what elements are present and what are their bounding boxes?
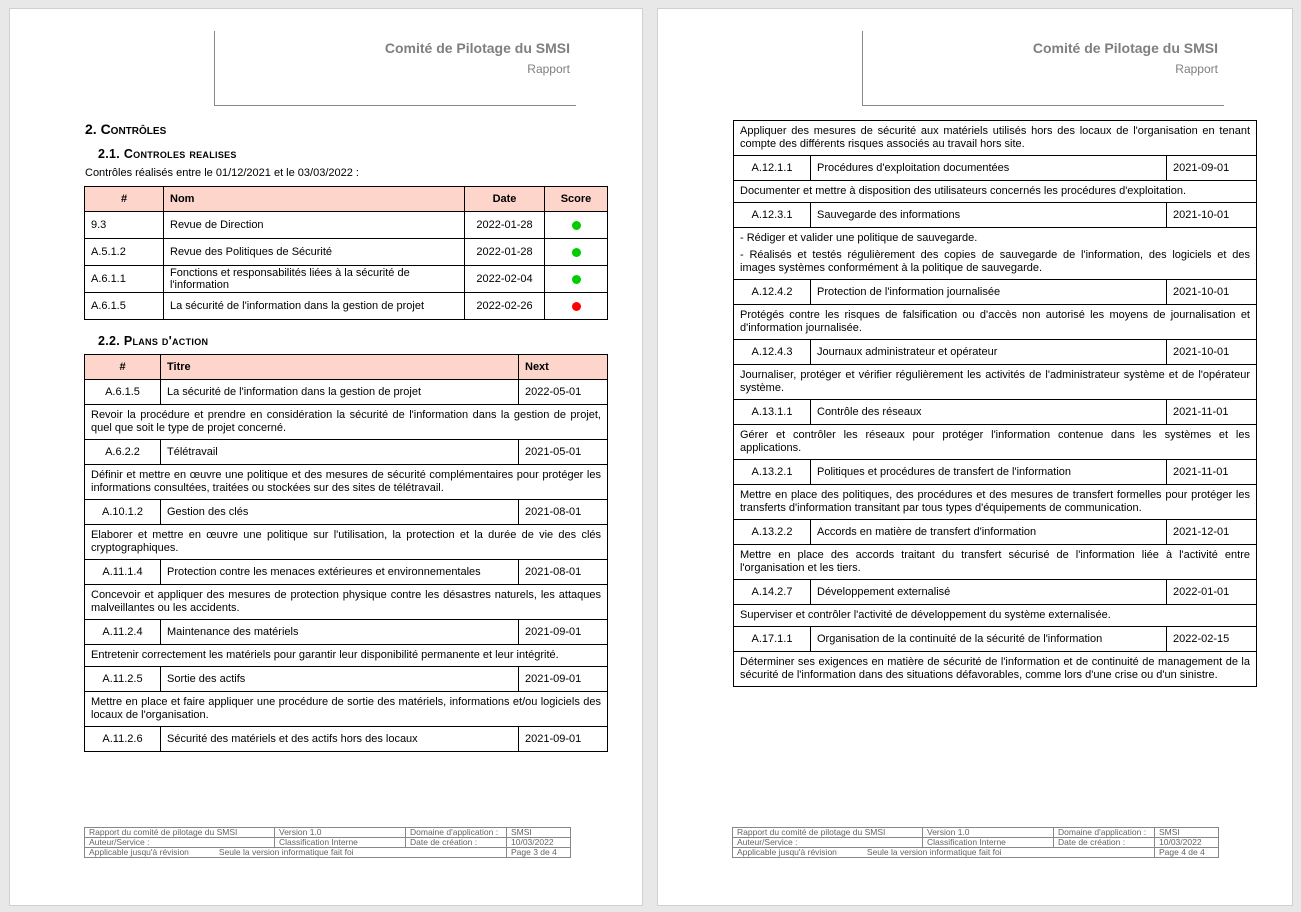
page-footer (732, 827, 1219, 858)
footer-cell: Classification Interne (923, 838, 1054, 848)
controls-intro: Contrôles réalisés entre le 01/12/2021 et le 03/03/2022 : (85, 167, 359, 179)
plan-row (734, 340, 1257, 365)
description-line: Concevoir et appliquer des mesures de protection physique contre les désastres naturels, les attaques malveillantes ou les accidents. (91, 589, 601, 614)
score-dot-icon (572, 221, 581, 230)
col-header-id: # (85, 187, 164, 212)
plan-title: Sauvegarde des informations (811, 203, 1167, 228)
plan-next-date: 2021-08-01 (519, 560, 608, 585)
description-line: Superviser et contrôler l'activité de développement du système externalisée. (740, 609, 1111, 621)
plan-next-date: 2021-05-01 (519, 440, 608, 465)
plan-description (734, 305, 1257, 340)
plan-description-row (734, 228, 1257, 280)
plan-description (734, 485, 1257, 520)
plan-title: Procédures d'exploitation documentées (811, 156, 1167, 181)
description-line: Appliquer des mesures de sécurité aux matériels utilisés hors des locaux de l'organisation en tenant compte des différents risques associés au travail hors site. (740, 125, 1250, 150)
plan-description (734, 121, 1257, 156)
page-header (862, 31, 1224, 106)
plan-title: Maintenance des matériels (161, 620, 519, 645)
description-line: Définir et mettre en œuvre une politique et des mesures de sécurité complémentaires pour protéger les informations consultées, traitées ou stockées sur des sites de télétravail. (91, 469, 601, 494)
control-date: 2022-02-26 (465, 293, 545, 320)
col-header-next: Next (519, 355, 608, 380)
footer-page-number: Page 4 de 4 (1155, 848, 1219, 858)
plan-next-date: 2021-11-01 (1167, 400, 1257, 425)
plan-row (85, 440, 608, 465)
plan-description (734, 605, 1257, 627)
table-row (85, 266, 608, 293)
plan-row (85, 727, 608, 752)
header-subtitle: Rapport (527, 62, 570, 76)
plan-next-date: 2021-11-01 (1167, 460, 1257, 485)
plan-title: Sécurité des matériels et des actifs hors des locaux (161, 727, 519, 752)
plan-description (85, 525, 608, 560)
footer-row (85, 838, 571, 848)
col-header-name: Nom (164, 187, 465, 212)
control-name: La sécurité de l'information dans la gestion de projet (164, 293, 465, 320)
plan-next-date: 2021-10-01 (1167, 280, 1257, 305)
plan-description (85, 585, 608, 620)
plan-row (734, 520, 1257, 545)
control-score (545, 239, 608, 266)
plan-title: Organisation de la continuité de la sécurité de l'information (811, 627, 1167, 652)
plan-description-row (85, 645, 608, 667)
section-title: 2. Contrôles (85, 121, 167, 137)
control-date: 2022-01-28 (465, 212, 545, 239)
footer-cell: 10/03/2022 (1155, 838, 1219, 848)
plan-row (85, 667, 608, 692)
plan-title: Développement externalisé (811, 580, 1167, 605)
control-date: 2022-01-28 (465, 239, 545, 266)
plan-id: A.13.2.2 (734, 520, 811, 545)
control-name: Revue de Direction (164, 212, 465, 239)
description-line: Entretenir correctement les matériels pour garantir leur disponibilité permanente et leur intégrité. (91, 649, 559, 661)
plan-next-date: 2021-09-01 (519, 727, 608, 752)
plan-title: Protection contre les menaces extérieures et environnementales (161, 560, 519, 585)
plan-description (85, 465, 608, 500)
plan-description-row (734, 425, 1257, 460)
plan-title: Sortie des actifs (161, 667, 519, 692)
plan-row (734, 580, 1257, 605)
plan-description-row (734, 652, 1257, 687)
footer-cell: Domaine d'application : (1054, 828, 1155, 838)
header-subtitle: Rapport (1175, 62, 1218, 76)
plan-row (85, 380, 608, 405)
description-line: Revoir la procédure et prendre en considération la sécurité de l'information dans la gestion de projet, quel que soit le type de projet concerné. (91, 409, 601, 434)
control-score (545, 212, 608, 239)
plan-next-date: 2021-09-01 (519, 667, 608, 692)
plan-row (85, 500, 608, 525)
plan-id: A.17.1.1 (734, 627, 811, 652)
footer-cell: Date de création : (406, 838, 507, 848)
description-line: Documenter et mettre à disposition des utilisateurs concernés les procédures d'exploitation. (740, 185, 1186, 197)
plan-next-date: 2021-10-01 (1167, 203, 1257, 228)
control-name: Fonctions et responsabilités liées à la sécurité de l'information (164, 266, 465, 293)
plan-description (734, 365, 1257, 400)
plan-next-date: 2021-12-01 (1167, 520, 1257, 545)
plan-description-row (85, 585, 608, 620)
page-header (214, 31, 576, 106)
plan-id: A.6.1.5 (85, 380, 161, 405)
controls-table (84, 186, 608, 320)
control-id: 9.3 (85, 212, 164, 239)
plan-description-row (85, 465, 608, 500)
footer-cell: Version 1.0 (275, 828, 406, 838)
footer-cell: SMSI (507, 828, 571, 838)
plan-next-date: 2021-09-01 (519, 620, 608, 645)
header-title: Comité de Pilotage du SMSI (384, 40, 570, 56)
plan-next-date: 2021-09-01 (1167, 156, 1257, 181)
footer-applicable: Applicable jusqu'à révision (737, 847, 837, 857)
plan-next-date: 2022-02-15 (1167, 627, 1257, 652)
plan-next-date: 2021-10-01 (1167, 340, 1257, 365)
plan-row (85, 560, 608, 585)
page-4 (657, 8, 1293, 906)
plan-description-row (734, 545, 1257, 580)
plan-title: Politiques et procédures de transfert de l'information (811, 460, 1167, 485)
plan-description-row (734, 365, 1257, 400)
action-plans-table-continued (733, 120, 1257, 687)
plan-description-row (85, 692, 608, 727)
header-title: Comité de Pilotage du SMSI (1032, 40, 1218, 56)
plan-id: A.13.1.1 (734, 400, 811, 425)
control-id: A.6.1.1 (85, 266, 164, 293)
plan-description (85, 645, 608, 667)
plan-description-row (734, 121, 1257, 156)
plan-id: A.12.4.3 (734, 340, 811, 365)
score-dot-icon (572, 248, 581, 257)
plan-id: A.11.2.6 (85, 727, 161, 752)
plan-id: A.11.2.5 (85, 667, 161, 692)
action-plans-table (84, 354, 608, 752)
control-id: A.5.1.2 (85, 239, 164, 266)
plan-title: Protection de l'information journalisée (811, 280, 1167, 305)
footer-row (733, 838, 1219, 848)
control-name: Revue des Politiques de Sécurité (164, 239, 465, 266)
plan-id: A.12.3.1 (734, 203, 811, 228)
control-score (545, 266, 608, 293)
description-line: Elaborer et mettre en œuvre une politique sur l'utilisation, la protection et la durée de vie des clés cryptographiques. (91, 529, 601, 554)
plan-description (734, 228, 1257, 280)
col-header-title: Titre (161, 355, 519, 380)
plan-description-row (734, 305, 1257, 340)
plan-description-row (734, 485, 1257, 520)
plan-id: A.6.2.2 (85, 440, 161, 465)
footer-row (733, 828, 1219, 838)
plan-description (734, 545, 1257, 580)
table-row (85, 293, 608, 320)
plan-next-date: 2022-01-01 (1167, 580, 1257, 605)
plan-description (734, 181, 1257, 203)
plan-title: Contrôle des réseaux (811, 400, 1167, 425)
footer-cell: Auteur/Service : (85, 838, 275, 848)
plan-title: Gestion des clés (161, 500, 519, 525)
control-date: 2022-02-04 (465, 266, 545, 293)
footer-cell: Version 1.0 (923, 828, 1054, 838)
control-score (545, 293, 608, 320)
footer-cell: SMSI (1155, 828, 1219, 838)
plan-next-date: 2022-05-01 (519, 380, 608, 405)
score-dot-icon (572, 302, 581, 311)
footer-row (85, 848, 571, 858)
footer-cell: Rapport du comité de pilotage du SMSI (733, 828, 923, 838)
page-3 (9, 8, 643, 906)
plan-id: A.10.1.2 (85, 500, 161, 525)
footer-cell: Classification Interne (275, 838, 406, 848)
description-line: Mettre en place et faire appliquer une procédure de sortie des matériels, informations et/ou logiciels des locaux de l'organisation. (91, 696, 601, 721)
plan-id: A.11.2.4 (85, 620, 161, 645)
description-line: Protégés contre les risques de falsification ou d'accès non autorisé les moyens de journalisation et d'information journalisée. (740, 309, 1250, 334)
plan-next-date: 2021-08-01 (519, 500, 608, 525)
footer-cell (733, 848, 1155, 858)
subsection-title-plans: 2.2. Plans d'action (98, 334, 209, 348)
plan-description (85, 692, 608, 727)
plan-id: A.11.1.4 (85, 560, 161, 585)
footer-only-version: Seule la version informatique fait foi (218, 847, 354, 857)
plan-row (734, 627, 1257, 652)
plan-title: La sécurité de l'information dans la gestion de projet (161, 380, 519, 405)
subsection-title-controls: 2.1. Controles realises (98, 147, 237, 161)
footer-cell: Domaine d'application : (406, 828, 507, 838)
description-line: - Réalisés et testés régulièrement des copies de sauvegarde de l'information, des logiciels et des images systèmes conformément à la politique de sauvegarde. (740, 249, 1250, 274)
description-line: Mettre en place des accords traitant du transfert sécurisé de l'information liée à l'activité entre l'organisation et les tiers. (740, 549, 1250, 574)
plan-description-row (85, 525, 608, 560)
footer-row (85, 828, 571, 838)
col-header-id: # (85, 355, 161, 380)
plan-row (734, 460, 1257, 485)
score-dot-icon (572, 275, 581, 284)
plan-title: Accords en matière de transfert d'information (811, 520, 1167, 545)
description-line: Gérer et contrôler les réseaux pour protéger l'information contenue dans les systèmes et les applications. (740, 429, 1250, 454)
plan-row (734, 280, 1257, 305)
table-row (85, 239, 608, 266)
plan-id: A.14.2.7 (734, 580, 811, 605)
footer-cell: Rapport du comité de pilotage du SMSI (85, 828, 275, 838)
plan-row (734, 203, 1257, 228)
plan-description-row (734, 181, 1257, 203)
footer-cell: 10/03/2022 (507, 838, 571, 848)
plan-description-row (85, 405, 608, 440)
plan-row (734, 400, 1257, 425)
col-header-date: Date (465, 187, 545, 212)
plan-description (85, 405, 608, 440)
plan-row (734, 156, 1257, 181)
footer-row (733, 848, 1219, 858)
plan-description (734, 652, 1257, 687)
description-line: - Rédiger et valider une politique de sauvegarde. (740, 232, 978, 244)
col-header-score: Score (545, 187, 608, 212)
description-line: Mettre en place des politiques, des procédures et des mesures de transfert formelles pour protéger les transferts d'information transitant par tous types d'équipements de communication. (740, 489, 1250, 514)
plan-title: Journaux administrateur et opérateur (811, 340, 1167, 365)
description-line: Journaliser, protéger et vérifier régulièrement les activités de l'administrateur système et de l'opérateur système. (740, 369, 1250, 394)
footer-cell: Auteur/Service : (733, 838, 923, 848)
plan-description-row (734, 605, 1257, 627)
page-footer (84, 827, 571, 858)
description-line: Déterminer ses exigences en matière de sécurité de l'information et de continuité de management de la sécurité de l'information dans des situations défavorables, comme lors d'une crise ou d'un sinistre. (740, 656, 1250, 681)
plan-id: A.12.4.2 (734, 280, 811, 305)
footer-applicable: Applicable jusqu'à révision (89, 847, 189, 857)
plan-id: A.12.1.1 (734, 156, 811, 181)
footer-only-version: Seule la version informatique fait foi (866, 847, 1002, 857)
footer-cell: Date de création : (1054, 838, 1155, 848)
footer-cell (85, 848, 507, 858)
plan-id: A.13.2.1 (734, 460, 811, 485)
control-id: A.6.1.5 (85, 293, 164, 320)
plan-title: Télétravail (161, 440, 519, 465)
plan-row (85, 620, 608, 645)
footer-page-number: Page 3 de 4 (507, 848, 571, 858)
plan-description (734, 425, 1257, 460)
table-row (85, 212, 608, 239)
